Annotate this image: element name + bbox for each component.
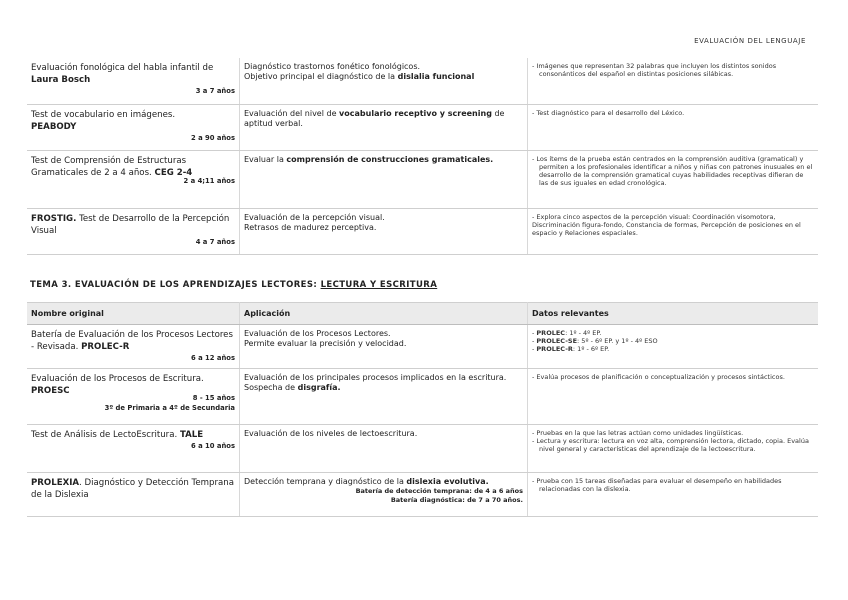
application-highlight: dislexia evolutiva. [406, 477, 489, 486]
test-acronym: PROLEC-R [81, 342, 130, 352]
list-item: - PROLEC: 1º - 4º EP. [532, 329, 602, 337]
test-acronym: PEABODY [31, 121, 77, 132]
version-label: PROLEC-SE [536, 337, 578, 346]
version-label: PROLEC [536, 329, 566, 337]
relevant-data-text: - Prueba con 15 tareas diseñadas para evaluar el desempeño en habilidades relacionadas con la dislexia. [532, 477, 782, 494]
relevant-data-cell [528, 473, 819, 517]
relevant-data-cell [528, 104, 819, 150]
table-row [27, 104, 818, 150]
application-text: Evaluación del nivel de [244, 108, 340, 118]
version-range: : 1º - 6º EP. [572, 345, 610, 354]
test-name: Test de Desarrollo de la Percepción Visual [31, 213, 230, 236]
test-acronym: CEG 2-4 [154, 167, 193, 178]
test-acronym: TALE [179, 430, 204, 440]
test-name-cell [27, 58, 240, 104]
relevant-data-cell [528, 425, 819, 473]
list-item: - PROLEC-R: 1º - 6º EP. [532, 345, 610, 354]
column-header: Aplicación [240, 303, 528, 325]
test-name: Evaluación fonológica del habla infantil de [31, 63, 214, 73]
test-author: Laura Bosch [31, 75, 91, 85]
application-cell [240, 325, 528, 369]
age-range: 2 a 4;11 años [183, 176, 235, 185]
test-name: Evaluación de los Procesos de Escritura. [31, 374, 204, 384]
version-range: : 1º - 4º EP. [565, 329, 602, 337]
test-name-cell [27, 369, 240, 425]
application-text: Evaluación de los principales procesos implicados en la escritura. [244, 373, 507, 382]
section-title-underlined: LECTURA Y ESCRITURA [320, 280, 438, 290]
application-text: Retrasos de madurez perceptiva. [244, 222, 377, 232]
application-text: Evaluación de los Procesos Lectores. [244, 329, 391, 338]
version-label: PROLEC-R [536, 345, 573, 354]
application-highlight: dislalia funcional [397, 72, 475, 81]
table-row [27, 58, 818, 104]
table-row [27, 208, 818, 254]
column-header: Datos relevantes [528, 303, 819, 325]
test-acronym: PROESC [31, 386, 70, 396]
version-range: : 5º - 6º EP. y 1º - 4º ESO [577, 337, 658, 346]
application-cell [240, 104, 528, 150]
test-name-cell [27, 473, 240, 517]
table-header-row [27, 303, 818, 325]
application-text: Diagnóstico trastornos fonético fonológicos. [244, 62, 421, 71]
tests-table-reading [27, 302, 818, 517]
application-text: Detección temprana y diagnóstico de la [244, 477, 407, 486]
application-text: Evaluación de los niveles de lectoescritura. [244, 429, 418, 438]
test-name-cell [27, 208, 240, 254]
application-text: Sospecha de [244, 383, 298, 392]
application-text: Evaluar la [244, 154, 287, 164]
section-title [30, 280, 437, 290]
application-highlight: disgrafía. [297, 383, 341, 392]
age-range: 8 - 15 años [192, 394, 235, 402]
table-row [27, 369, 818, 425]
page-header: EVALUACIÓN DEL LENGUAJE [694, 37, 806, 45]
relevant-data-cell [528, 369, 819, 425]
relevant-data-cell [528, 208, 819, 254]
relevant-data-text: - Imágenes que representan 32 palabras que incluyen los distintos sonidos consonánticos del español en distintas posiciones silábicas. [532, 62, 777, 79]
table-row [27, 325, 818, 369]
relevant-data-text: - Explora cinco aspectos de la percepción visual: Coordinación visomotora, Discriminación figura-fondo, Constancia de formas, Percepción de posiciones en el espacio y Relaciones espaciales. [532, 212, 801, 237]
application-text: Objetivo principal el diagnóstico de la [244, 72, 398, 81]
age-range: 3 a 7 años [195, 87, 235, 95]
battery-note: Batería de detección temprana: de 4 a 6 años [355, 487, 523, 495]
test-name-cell [27, 104, 240, 150]
application-highlight: comprensión de construcciones gramaticales. [286, 154, 494, 164]
test-acronym: FROSTIG. [31, 213, 77, 224]
table-row [27, 150, 818, 208]
relevant-data-cell [528, 58, 819, 104]
table-row [27, 473, 818, 517]
test-name: Test de Comprensión de Estructuras Gramaticales de 2 a 4 años. [31, 155, 187, 178]
application-cell [240, 58, 528, 104]
list-item: - Lectura y escritura: lectura en voz alta, comprensión lectora, dictado, copia. Evalúa nivel general y características del aprendizaje de la lectoescritura. [532, 437, 809, 454]
application-cell [240, 369, 528, 425]
application-cell [240, 473, 528, 517]
test-name: Batería de Evaluación de los Procesos Lectores - Revisada. [31, 330, 233, 352]
relevant-data-text: - Los ítems de la prueba están centrados en la comprensión auditiva (gramatical) y permiten a los profesionales identificar a niños y niñas con patrones inusuales en el desarrollo de la comprensión gramatical cuyas habilidades receptivas difieran de las de sus iguales en edad cronológica. [532, 154, 813, 188]
list-item: - Pruebas en la que las letras actúan como unidades lingüísticas. [532, 429, 744, 437]
table-row [27, 425, 818, 473]
application-text: Evaluación de la percepción visual. [244, 212, 385, 222]
application-text: Permite evaluar la precisión y velocidad. [244, 339, 407, 348]
test-name-cell [27, 150, 240, 208]
tests-table-language [27, 58, 818, 255]
test-name-cell [27, 325, 240, 369]
application-cell [240, 150, 528, 208]
test-name: . Diagnóstico y Detección Temprana de la Dislexia [31, 478, 234, 500]
column-header: Nombre original [27, 303, 240, 325]
list-item: - PROLEC-SE: 5º - 6º EP. y 1º - 4º ESO [532, 337, 658, 346]
test-acronym: PROLEXIA [31, 478, 80, 488]
relevant-data-cell [528, 325, 819, 369]
section-title-text: TEMA 3. EVALUACIÓN DE LOS APRENDIZAJES LECTORES: [30, 280, 321, 290]
age-range: 6 a 10 años [190, 442, 235, 450]
test-name-cell [27, 425, 240, 473]
relevant-data-text: - Test diagnóstico para el desarrollo del Léxico. [532, 108, 685, 117]
age-range: 6 a 12 años [190, 354, 235, 362]
test-name: Test de Análisis de LectoEscritura. [31, 430, 180, 440]
battery-note: Batería diagnóstica: de 7 a 70 años. [390, 495, 523, 504]
age-range: 4 a 7 años [195, 237, 235, 246]
application-cell [240, 208, 528, 254]
relevant-data-cell [528, 150, 819, 208]
application-highlight: vocabulario receptivo y screening [339, 108, 492, 118]
relevant-data-text: - Evalúa procesos de planificación o conceptualización y procesos sintácticos. [532, 373, 785, 381]
application-text: de aptitud verbal. [244, 108, 505, 128]
grade-range: 3º de Primaria a 4º de Secundaria [104, 404, 235, 412]
application-cell [240, 425, 528, 473]
age-range: 2 a 90 años [190, 133, 235, 142]
test-name: Test de vocabulario en imágenes. [31, 109, 176, 120]
